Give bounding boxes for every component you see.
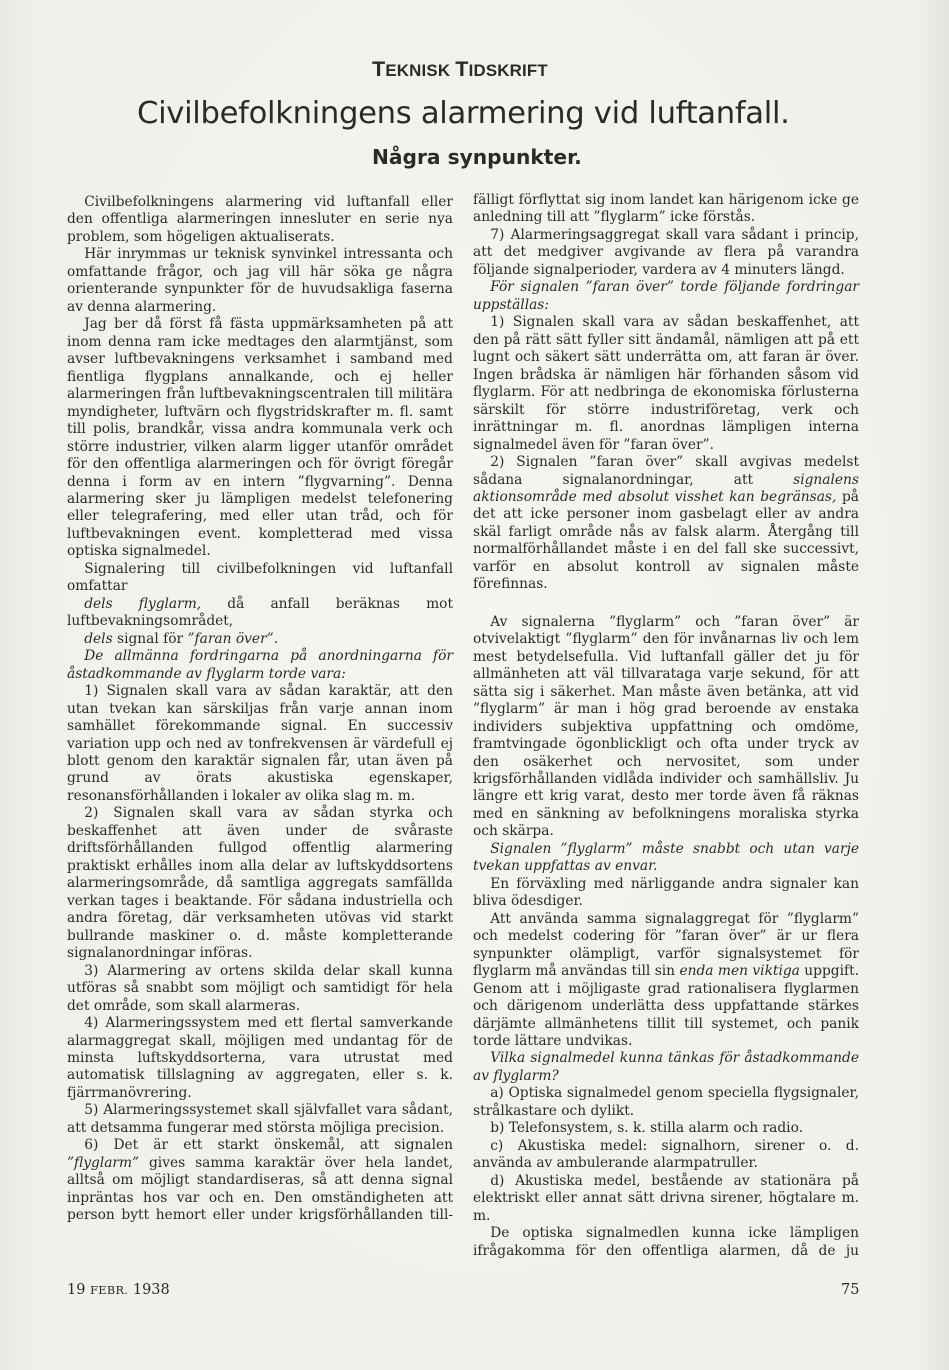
text-run: 4) Alarmeringssystem med ett flertal samverkande alarmaggregat skall, möjligen med undantag för de minsta luftskyddsorterna, vara utrustat med automatisk tillslagning av aggregaten, eller s. k. fjärrmanövrering. — [67, 1015, 453, 1101]
running-title-word: TEKNISK — [372, 56, 451, 81]
article-title: Civilbefolkningens alarmering vid luftanfall. — [137, 96, 790, 131]
italic-text: ”faran över”. — [187, 630, 279, 647]
italic-text: ”flyglarm” — [67, 1154, 140, 1171]
italic-text: Vilka signalmedel kunna tänkas för åstadkommande av flyglarm? — [473, 1050, 859, 1084]
text-run: 1) Signalen skall vara av sådan karaktär, att den utan tvekan kan särskiljas från varje annan inom samhället förekommande signal. En successiv variation upp och ned av tonfrekvensen är värdefull ej blott genom den karaktär signalen får, utan även på grund av örats akustiska egenskaper, resonansförhållanden i lokaler av olika slag m. m. — [67, 683, 453, 804]
italic-text: dels — [84, 630, 113, 647]
paragraph — [67, 194, 453, 246]
paragraph — [473, 1120, 859, 1137]
italic-text: signalens aktionsområde med absolut visshet kan begränsas, — [473, 471, 859, 505]
text-run: c) Akustiska medel: signalhorn, sirener o. d. använda av ambulerande alarmpatruller. — [473, 1137, 859, 1172]
paragraph — [473, 1138, 859, 1173]
text-run: 2) Signalen skall vara av sådan styrka och beskaffenhet att även under de svåraste driftsförhållanden fullgod offentlig alarmering praktiskt erhålles inom alla delar av luftskyddsortens alarmeringsområde, då samtliga aggregats samfällda verkan tages i beaktande. För sådana industriella och andra företag, där verksamheten utövas vid starkt bullrande maskiner o. d. måste kompletterande signalanordningar införas. — [67, 805, 453, 962]
text-run: Jag ber då först få fästa uppmärksamheten på att inom denna ram icke medtages den alarmtjänst, som avser luftbevakningens verksamhet i samband med fientliga flygplans annalkande, och ej heller alarmeringen från luftbevakningscentralen till militära myndigheter, luftvärn och flygstridskrafter m. fl. samt till polis, brandkår, vissa andra kommunala verk och större industrier, vilken alarm ligger utanför området för den offentliga alarmeringen och för övrigt föregår denna i form av en intern ”flygvarning”. Denna alarmering sker ju lämpligen medelst telefonering eller telegrafering, med eller utan tråd, och för luftbevakningen event. kompletterad med vissa optiska signalmedel. — [67, 316, 453, 560]
paragraph — [67, 648, 453, 683]
issue-day: 19 — [67, 1282, 86, 1298]
text-run: Civilbefolkningens alarmering vid luftanfall eller den offentliga alarmeringen innesluter en serie nya problem, som högeligen aktualiserats. — [67, 194, 453, 245]
paragraph — [473, 192, 859, 227]
right-column — [473, 192, 859, 1260]
paragraph — [473, 1085, 859, 1120]
paragraph — [67, 246, 453, 316]
paragraph — [67, 631, 453, 648]
paragraph — [473, 876, 859, 911]
paragraph — [67, 1102, 453, 1137]
text-run: En förväxling med närliggande andra signaler kan bliva ödesdiger. — [473, 875, 859, 910]
left-column — [67, 194, 453, 1225]
paragraph — [473, 841, 859, 876]
paragraph — [473, 1050, 859, 1085]
text-run: a) Optiska signalmedel genom speciella flygsignaler, strålkastare och dylikt. — [473, 1085, 859, 1119]
paragraph — [67, 1015, 453, 1102]
paragraph — [67, 1137, 453, 1224]
text-run: b) Telefonsystem, s. k. stilla alarm och radio. — [490, 1120, 803, 1137]
text-run: De optiska signalmedlen kunna icke lämpligen ifrågakomma för den offentliga alarmen, då de ju — [473, 1225, 859, 1259]
paragraph — [473, 614, 859, 841]
issue-month: FEBR. — [90, 1284, 129, 1297]
paragraph — [473, 314, 859, 454]
text-run: då anfall beräknas mot luftbevakningsområdet, — [67, 595, 453, 630]
paragraph — [67, 805, 453, 962]
text-run: 6) Det är ett starkt önskemål, att signalen — [84, 1137, 453, 1154]
text-run: 5) Alarmeringssystemet skall självfallet vara sådant, att detsamma fungerar med största möjliga precision. — [67, 1102, 453, 1136]
text-run: Här inrymmas ur teknisk synvinkel intressanta och omfattande frågor, och jag vill här söka ge några orienterande synpunkter för de huvudsakliga faserna av denna alarmering. — [67, 246, 453, 315]
text-run: på det att icke personer inom gasbelagt eller av andra skäl farligt område nås av falsk alarm. Återgång till normalförhållandet måste i en del fall ske successivt, varför en absolut kontroll av signalen måste förefinnas. — [473, 488, 859, 593]
text-run: d) Akustiska medel, bestående av stationära på elektriskt eller annat sätt drivna sirener, högtalare m. m. — [473, 1172, 859, 1224]
paragraph — [473, 279, 859, 314]
text-run: 2) Signalen ”faran över” skall avgivas medelst sådana signalanordningar, att — [473, 454, 859, 488]
text-run: signal för — [112, 630, 188, 647]
paragraph — [67, 683, 453, 805]
running-title-word: TIDSKRIFT — [455, 56, 548, 81]
italic-text: dels flyglarm, — [84, 595, 202, 612]
text-run: 1) Signalen skall vara av sådan beskaffenhet, att den på rätt sätt fyller sitt ändamål, nämligen att på ett lugnt och säkert sätt underrätta om, att faran är över. Ingen brådska är nämligen här förhanden såsom vid flyglarm. För att nedbringa de ekonomiska förlusterna särskilt för större industriföretag, verk och inrättningar m. fl. anordnas lämpligen interna signalmedel även för ”faran över”. — [473, 314, 859, 453]
paragraph — [67, 561, 453, 596]
paragraph — [67, 963, 453, 1015]
paragraph — [473, 911, 859, 1051]
text-run: Att använda samma signalaggregat för ”flyglarm” och medelst codering för ”faran över” är ur flera synpunkter olämpligt, varför signalsystemet för flyglarm må användas till sin — [473, 910, 859, 980]
italic-text: Signalen ”flyglarm” måste snabbt och utan varje tvekan uppfattas av envar. — [473, 840, 859, 875]
page-number: 75 — [841, 1282, 860, 1298]
issue-date — [67, 1282, 170, 1298]
text-run: 3) Alarmering av ortens skilda delar skall kunna utföras så snabbt som möjligt och samtidigt för hela det område, som skall alarmeras. — [67, 962, 453, 1014]
italic-text: De allmänna fordringarna på anordningarna för åstadkommande av flyglarm torde vara: — [67, 648, 453, 682]
paragraph — [473, 454, 859, 594]
text-run: Signalering till civilbefolkningen vid luftanfall omfattar — [67, 560, 453, 595]
paragraph — [67, 596, 453, 631]
paragraph — [473, 1225, 859, 1260]
text-run: gives samma karaktär över hela landet, alltså om möjligt standardiseras, så att denna signal inpräntas hos var och en. Den omständigheten att person bytt hemort eller under krigsförhållanden till- — [67, 1154, 453, 1224]
issue-year: 1938 — [132, 1282, 170, 1298]
running-title — [372, 56, 548, 82]
italic-text: enda men viktiga — [679, 963, 800, 980]
paragraph — [473, 1173, 859, 1225]
paragraph — [473, 227, 859, 279]
text-run: uppgift. Genom att i möjligaste grad rationalisera flyglarmen och därigenom underlätta dess uppfattande stärkes därjämte allmänhetens tillit till systemet, och panik torde lättare undvikas. — [473, 963, 859, 1049]
text-run: Av signalerna ”flyglarm” och ”faran över” är otvivelaktigt ”flyglarm” den för invånarnas liv och lem mest betydelsefulla. Vid luftanfall gäller det ju för allmänheten att väl tillvarataga varje sekund, för att sätta sig i säkerhet. Man måste även betänka, att vid ”flyglarm” är man i hög grad beroende av enstaka individers subjektiva uppfattning och omdöme, framtvingade ögonblickligt och ofta under tryck av den osäkerhet och nervositet, som under krigsförhållanden vidlåda individer och samhällsliv. Ju längre ett krig varat, desto mer torde även få räknas med en sänkning av befolkningens moraliska styrka och skärpa. — [473, 613, 859, 840]
italic-text: För signalen ”faran över” torde följande fordringar uppställas: — [473, 279, 859, 313]
article-subtitle: Några synpunkter. — [372, 145, 582, 169]
paragraph — [67, 316, 453, 561]
text-run: 7) Alarmeringsaggregat skall vara sådant i princip, att det medgiver avgivande av flera på varandra följande signalperioder, vardera av 4 minuters längd. — [473, 226, 859, 278]
text-run: fälligt förflyttat sig inom landet kan härigenom icke ge anledning till att ”flyglarm” icke förstås. — [473, 192, 859, 226]
